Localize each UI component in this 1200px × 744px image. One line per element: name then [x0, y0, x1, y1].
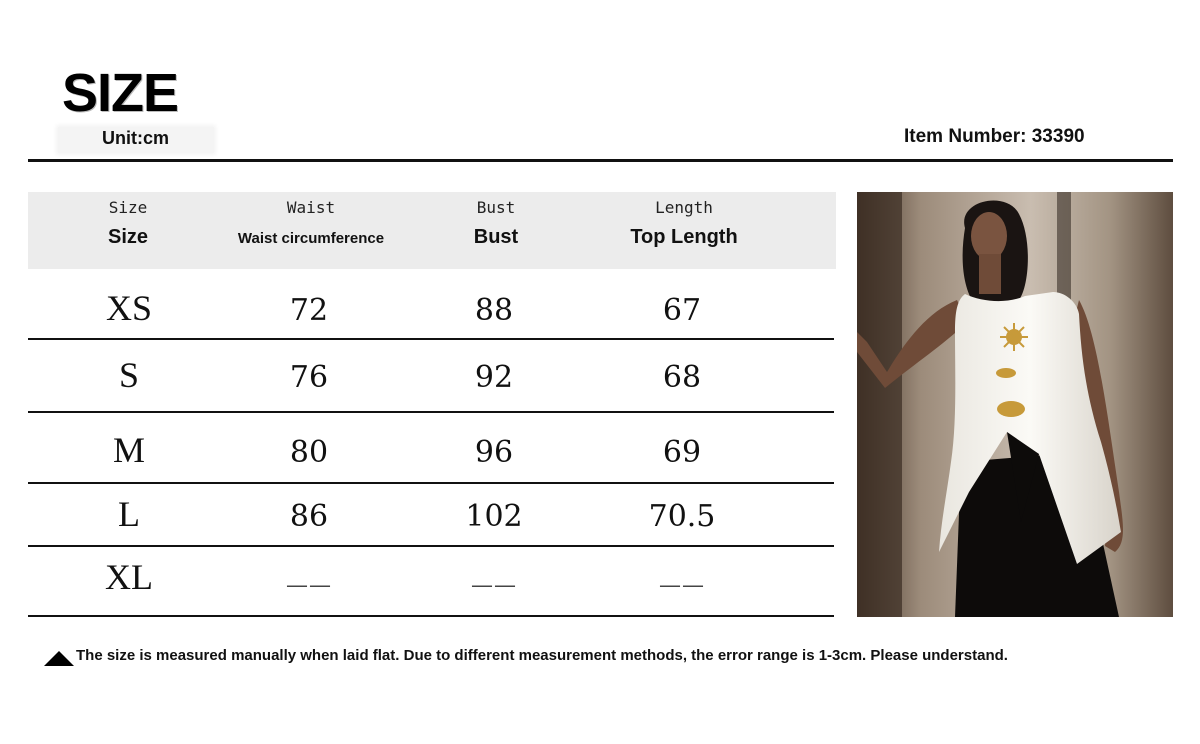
column-header-top: Size: [108, 198, 148, 217]
unit-label: Unit:cm: [102, 128, 169, 148]
table-cell-bust: 102: [465, 499, 523, 534]
table-cell-length: ——: [659, 573, 705, 598]
column-header-top: Length: [655, 198, 713, 217]
table-cell-size: XL: [105, 557, 153, 597]
table-cell-waist: 76: [289, 360, 329, 395]
table-cell-length: 70.5: [648, 499, 716, 534]
table-cell-size: M: [112, 430, 146, 470]
table-cell-waist: 80: [289, 435, 329, 470]
table-cell-size: XS: [105, 288, 153, 328]
table-cell-waist: 86: [289, 499, 329, 534]
measurement-note: The size is measured manually when laid flat. Due to different measurement methods, the error range is 1-3cm. Please understand.: [76, 647, 1008, 664]
column-header-bottom: Top Length: [630, 226, 738, 248]
table-cell-bust: 96: [474, 435, 514, 470]
table-cell-length: 69: [662, 435, 702, 470]
table-cell-length: 68: [662, 360, 702, 395]
column-header-bust: [474, 198, 518, 250]
table-cell-bust: ——: [471, 573, 517, 598]
table-cell-length: 67: [662, 293, 702, 328]
table-cell-waist: ——: [286, 573, 332, 598]
item-number: Item Number: 33390: [904, 126, 1085, 147]
column-header-bottom: Bust: [473, 226, 519, 248]
product-photo: [857, 192, 1173, 617]
table-cell-waist: 72: [289, 293, 329, 328]
page-title: SIZE: [62, 63, 179, 123]
row-divider: [28, 411, 834, 413]
row-divider: [28, 545, 834, 547]
header-divider: [28, 159, 1173, 162]
column-header-length: [630, 198, 737, 250]
row-divider: [28, 338, 834, 340]
row-divider: [28, 482, 834, 484]
table-cell-size: L: [118, 494, 140, 534]
warning-triangle-icon: [44, 651, 74, 666]
row-divider: [28, 615, 834, 617]
column-header-waist: [238, 198, 384, 252]
table-cell-bust: 88: [474, 293, 514, 328]
table-cell-bust: 92: [474, 360, 514, 395]
column-header-top: Bust: [476, 198, 516, 217]
column-header-bottom: Size: [107, 226, 149, 248]
column-header-bottom: Waist circumference: [237, 230, 385, 247]
table-cell-size: S: [118, 355, 140, 395]
column-header-top: Waist: [286, 198, 336, 217]
column-header-size: [108, 198, 148, 250]
